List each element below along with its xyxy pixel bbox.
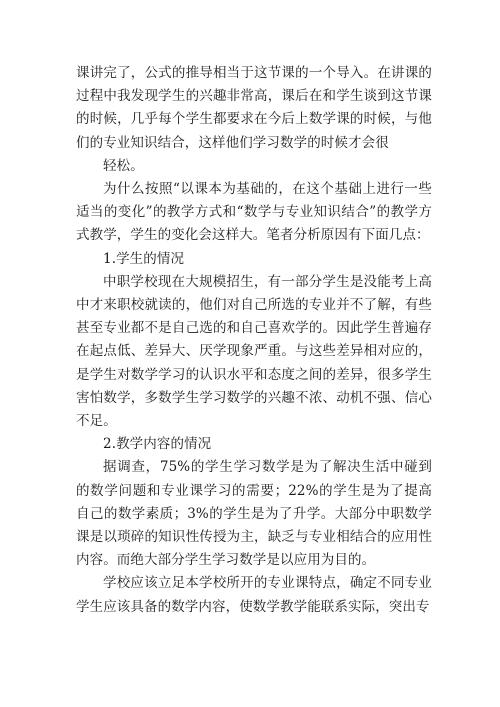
paragraph-fragment: 轻松。 [103,157,144,174]
paragraph-survey: 据调查，75%的学生学习数学是为了解决生活中碰到的数学问题和专业课学习的需要；22%的学生是为了提高自己的数学素质；3%的学生是为了升学。大部分中职数学课是以琐碎的知识性传授为主，缺乏与专业相结合的应用性内容。而绝大部分学生学习数学是以应用为目的。 [76,459,432,569]
paragraph-student-situation: 中职学校现在大规模招生，有一部分学生是没能考上高中才来职校就读的，他们对自己所选的专业并不了解，有些甚至专业都不是自己选的和自己喜欢学的。因此学生普遍存在起点低、差异大、厌学现象严重。与这些差异相对应的，是学生对数学学习的认识水平和态度之间的差异，很多学生害怕数学，多数学生学习数学的兴趣不浓、动机不强、信心不足。 [76,273,432,430]
section-heading-teaching-content: 2.教学内容的情况 [103,436,212,453]
paragraph-analysis-intro: 为什么按照“以课本为基础的，在这个基础上进行一些适当的变化”的教学方式和“数学与专业知识结合”的教学方式教学，学生的变化会这样大。笔者分析原因有下面几点： [76,181,432,244]
section-heading-student-situation: 1.学生的情况 [103,250,185,267]
document-body [76,62,432,619]
paragraph-school-recommendation: 学校应该立足本学校所开的专业课特点，确定不同专业学生应该具备的数学内容，使数学教学能联系实际，突出专 [76,575,432,615]
paragraph-continuation: 课讲完了，公式的推导相当于这节课的一个导入。在讲课的过程中我发现学生的兴趣非常高，课后在和学生谈到这节课的时候，几乎每个学生都要求在今后上数学课的时候，与他们的专业知识结合，这样他们学习数学的时候才会很 [76,65,432,151]
